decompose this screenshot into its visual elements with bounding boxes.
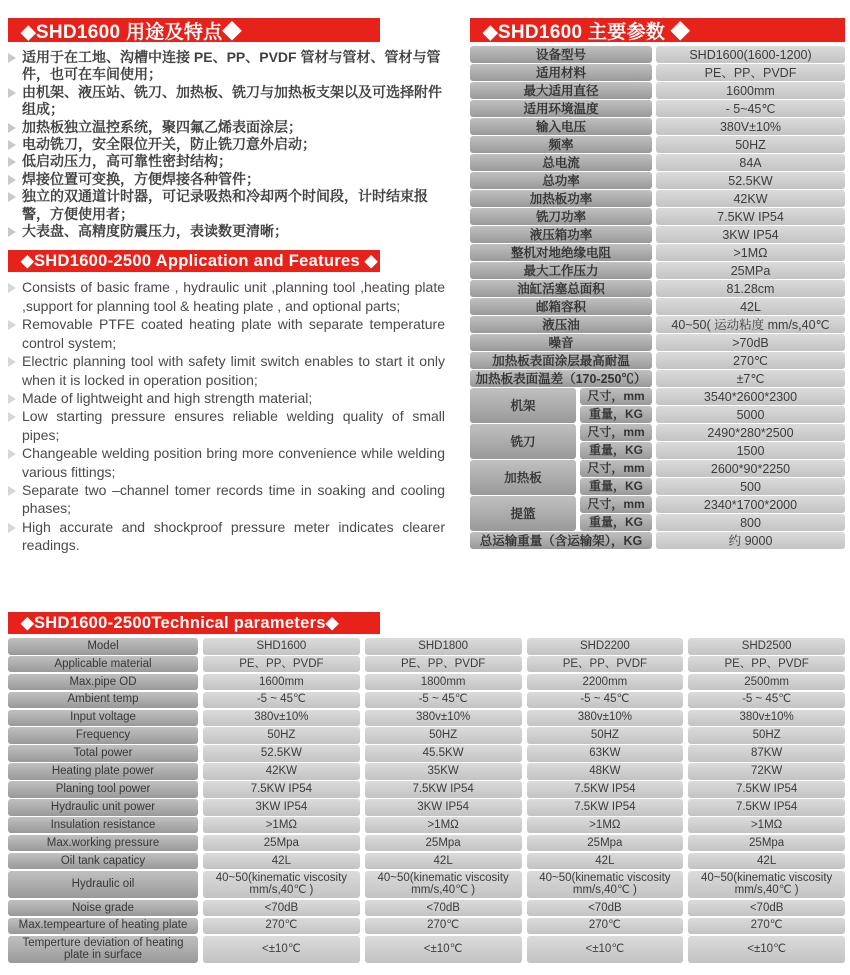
- param-group: [470, 460, 845, 495]
- tech-label: Hydraulic unit power: [8, 799, 198, 816]
- param-row: [470, 118, 845, 135]
- tech-value: 63KW: [527, 745, 684, 762]
- tech-row: [8, 656, 845, 673]
- tech-row: [8, 799, 845, 816]
- feature-item-text: 适用于在工地、沟槽中连接 PE、PP、PVDF 管材与管材、管材与管件，也可在车间使用；: [22, 49, 441, 83]
- param-row: [470, 208, 845, 225]
- tech-row: [8, 936, 845, 964]
- param-label: 液压油: [470, 316, 652, 333]
- param-label: 最大工作压力: [470, 262, 652, 279]
- tech-label: Applicable material: [8, 656, 198, 673]
- param-row: [470, 172, 845, 189]
- group-sub-label: 尺寸，mm: [580, 424, 652, 441]
- tech-value: -5 ~ 45℃: [527, 692, 684, 709]
- tech-value: 45.5KW: [365, 745, 522, 762]
- tech-value: 48KW: [527, 763, 684, 780]
- param-row: [470, 316, 845, 333]
- tech-label: Insulation resistance: [8, 817, 198, 834]
- group-row: [580, 478, 845, 495]
- feature-item-en: [8, 389, 445, 407]
- group-sub-label: 重量，KG: [580, 406, 652, 423]
- tech-row: [8, 692, 845, 709]
- group-sub-label: 尺寸，mm: [580, 496, 652, 513]
- tech-value: 25Mpa: [688, 835, 845, 852]
- feature-item-cn: [8, 84, 445, 119]
- feature-item-en: [8, 407, 445, 444]
- param-value: 84A: [656, 154, 845, 171]
- param-value: 42KW: [656, 190, 845, 207]
- tech-value: 42L: [688, 853, 845, 870]
- feature-item-cn: [8, 153, 445, 170]
- param-value: SHD1600(1600-1200): [656, 46, 845, 63]
- group-row: [580, 514, 845, 531]
- tech-value: SHD1600: [203, 638, 360, 655]
- group-sub-label: 重量，KG: [580, 442, 652, 459]
- param-row: [470, 82, 845, 99]
- group-value: 3540*2600*2300: [656, 388, 845, 405]
- param-value: >1MΩ: [656, 244, 845, 261]
- param-label: 加热板表面涂层最高耐温: [470, 352, 652, 369]
- param-value: 40~50( 运动粘度 mm/s,40℃: [656, 316, 845, 333]
- bullet-triangle-icon: [8, 227, 16, 237]
- feature-item-text: Electric planning tool with safety limit switch enables to start it only when it is locked in operation position;: [22, 353, 445, 388]
- tech-value: -5 ~ 45℃: [203, 692, 360, 709]
- tech-value: 270℃: [203, 918, 360, 935]
- param-row: [470, 154, 845, 171]
- param-row: [470, 280, 845, 297]
- features-en-header: ◆SHD1600-2500 Application and Features ◆: [8, 250, 380, 272]
- bullet-triangle-icon: [8, 394, 16, 404]
- param-row: [470, 298, 845, 315]
- feature-item-text: Made of lightweight and high strength material;: [22, 389, 313, 406]
- param-group: [470, 388, 845, 423]
- tech-value: SHD2200: [527, 638, 684, 655]
- param-label: 适用环境温度: [470, 100, 652, 117]
- tech-value: 52.5KW: [203, 745, 360, 762]
- param-value: 3KW IP54: [656, 226, 845, 243]
- param-row: [470, 190, 845, 207]
- bullet-triangle-icon: [8, 192, 16, 202]
- feature-item-text: 电动铣刀，安全限位开关，防止铣刀意外启动；: [22, 136, 316, 153]
- tech-label: Ambient temp: [8, 692, 198, 709]
- feature-item-text: High accurate and shockproof pressure meter indicates clearer readings.: [22, 518, 445, 554]
- param-row: [470, 370, 845, 387]
- tech-value: 40~50(kinematic viscosity mm/s,40℃ ): [365, 871, 522, 899]
- param-row: [470, 262, 845, 279]
- group-value: 2340*1700*2000: [656, 496, 845, 513]
- group-sub-label: 尺寸，mm: [580, 388, 652, 405]
- feature-item-cn: [8, 49, 445, 84]
- param-label: 总运输重量（含运输架），KG: [470, 532, 652, 549]
- param-row: [470, 46, 845, 63]
- feature-item-en: [8, 352, 445, 389]
- group-sub-label: 尺寸，mm: [580, 460, 652, 477]
- group-row: [580, 442, 845, 459]
- bullet-triangle-icon: [8, 486, 16, 496]
- tech-value: 7.5KW IP54: [527, 781, 684, 798]
- tech-value: 380v±10%: [203, 710, 360, 727]
- tech-value: 2500mm: [688, 674, 845, 691]
- tech-row: [8, 727, 845, 744]
- feature-item-en: [8, 481, 445, 518]
- bullet-triangle-icon: [8, 175, 16, 185]
- main-params-section: [470, 18, 845, 550]
- param-row: [470, 64, 845, 81]
- param-value: >70dB: [656, 334, 845, 351]
- group-value: 1500: [656, 442, 845, 459]
- tech-value: 40~50(kinematic viscosity mm/s,40℃ ): [203, 871, 360, 899]
- tech-value: 1800mm: [365, 674, 522, 691]
- feature-item-cn: [8, 188, 445, 223]
- group-label: 加热板: [470, 460, 576, 495]
- feature-item-cn: [8, 119, 445, 136]
- param-label: 最大适用直径: [470, 82, 652, 99]
- tech-value: 7.5KW IP54: [688, 799, 845, 816]
- param-row: [470, 226, 845, 243]
- bullet-triangle-icon: [8, 357, 16, 367]
- tech-value: 25Mpa: [527, 835, 684, 852]
- group-rows: [580, 460, 845, 495]
- param-value: 270℃: [656, 352, 845, 369]
- tech-value: 72KW: [688, 763, 845, 780]
- param-value: 约 9000: [656, 532, 845, 549]
- tech-value: 50HZ: [365, 727, 522, 744]
- tech-row: [8, 638, 845, 655]
- param-label: 液压箱功率: [470, 226, 652, 243]
- main-params-header: ◆SHD1600 主要参数 ◆: [470, 18, 845, 42]
- tech-label: Hydraulic oil: [8, 871, 198, 899]
- group-value: 2490*280*2500: [656, 424, 845, 441]
- tech-value: 2200mm: [527, 674, 684, 691]
- tech-value: <70dB: [688, 900, 845, 917]
- main-params-groups: [470, 388, 845, 531]
- tech-row: [8, 817, 845, 834]
- tech-value: <70dB: [527, 900, 684, 917]
- bullet-triangle-icon: [8, 140, 16, 150]
- group-label: 铣刀: [470, 424, 576, 459]
- param-label: 适用材料: [470, 64, 652, 81]
- feature-item-en: [8, 278, 445, 315]
- param-row: [470, 100, 845, 117]
- param-group: [470, 496, 845, 531]
- tech-label: Noise grade: [8, 900, 198, 917]
- tech-value: SHD2500: [688, 638, 845, 655]
- tech-label: Input voltage: [8, 710, 198, 727]
- param-value: - 5~45℃: [656, 100, 845, 117]
- features-en-list: [8, 278, 445, 554]
- tech-value: 42L: [365, 853, 522, 870]
- tech-value: 25Mpa: [203, 835, 360, 852]
- tech-value: PE、PP、PVDF: [365, 656, 522, 673]
- tech-value: 7.5KW IP54: [203, 781, 360, 798]
- left-column: [8, 18, 445, 555]
- param-value: 81.28cm: [656, 280, 845, 297]
- tech-value: <±10℃: [203, 936, 360, 964]
- tech-value: <70dB: [365, 900, 522, 917]
- group-rows: [580, 424, 845, 459]
- feature-item-text: 加热板独立温控系统，聚四氟乙烯表面涂层；: [22, 118, 302, 135]
- tech-value: 50HZ: [527, 727, 684, 744]
- group-row: [580, 460, 845, 477]
- tech-value: -5 ~ 45℃: [688, 692, 845, 709]
- feature-item-text: Low starting pressure ensures reliable welding quality of small pipes;: [22, 408, 445, 443]
- param-row: [470, 334, 845, 351]
- tech-row: [8, 763, 845, 780]
- tech-value: 7.5KW IP54: [365, 781, 522, 798]
- features-cn-header: ◆SHD1600 用途及特点◆: [8, 18, 380, 42]
- feature-item-text: 低启动压力，高可靠性密封结构；: [22, 153, 232, 170]
- tech-value: 270℃: [527, 918, 684, 935]
- param-row-total: [470, 532, 845, 549]
- tech-row: [8, 781, 845, 798]
- group-value: 800: [656, 514, 845, 531]
- param-label: 总功率: [470, 172, 652, 189]
- group-value: 5000: [656, 406, 845, 423]
- param-value: 1600mm: [656, 82, 845, 99]
- group-label: 机架: [470, 388, 576, 423]
- bullet-triangle-icon: [8, 123, 16, 133]
- tech-value: 270℃: [688, 918, 845, 935]
- tech-value: <±10℃: [527, 936, 684, 964]
- group-label: 提篮: [470, 496, 576, 531]
- group-sub-label: 重量，KG: [580, 514, 652, 531]
- tech-label: Frequency: [8, 727, 198, 744]
- param-label: 输入电压: [470, 118, 652, 135]
- param-label: 整机对地绝缘电阻: [470, 244, 652, 261]
- tech-label: Total power: [8, 745, 198, 762]
- param-label: 加热板功率: [470, 190, 652, 207]
- main-params-rows: [470, 46, 845, 387]
- bullet-triangle-icon: [8, 449, 16, 459]
- group-row: [580, 406, 845, 423]
- tech-value: 380v±10%: [527, 710, 684, 727]
- group-row: [580, 496, 845, 513]
- param-label: 油缸活塞总面积: [470, 280, 652, 297]
- tech-value: 7.5KW IP54: [688, 781, 845, 798]
- tech-value: 7.5KW IP54: [527, 799, 684, 816]
- feature-item-cn: [8, 171, 445, 188]
- tech-value: >1MΩ: [527, 817, 684, 834]
- feature-item-text: Changeable welding position bring more convenience while welding various fittings;: [22, 445, 445, 480]
- bullet-triangle-icon: [8, 412, 16, 422]
- tech-row: [8, 900, 845, 917]
- param-value: 380V±10%: [656, 118, 845, 135]
- tech-value: -5 ~ 45℃: [365, 692, 522, 709]
- group-value: 2600*90*2250: [656, 460, 845, 477]
- param-label: 铣刀功率: [470, 208, 652, 225]
- group-value: 500: [656, 478, 845, 495]
- tech-label: Max.tempearture of heating plate: [8, 918, 198, 935]
- feature-item-text: 大表盘、高精度防震压力，表读数更清晰；: [22, 223, 288, 240]
- feature-item-en: [8, 518, 445, 555]
- tech-row: [8, 674, 845, 691]
- param-row: [470, 352, 845, 369]
- feature-item-en: [8, 444, 445, 481]
- tech-value: SHD1800: [365, 638, 522, 655]
- group-rows: [580, 388, 845, 423]
- tech-value: 380v±10%: [688, 710, 845, 727]
- tech-label: Max.pipe OD: [8, 674, 198, 691]
- feature-item-text: Removable PTFE coated heating plate with separate temperature control system;: [22, 316, 445, 351]
- param-label: 总电流: [470, 154, 652, 171]
- bullet-triangle-icon: [8, 53, 16, 63]
- group-rows: [580, 496, 845, 531]
- tech-label: Planing tool power: [8, 781, 198, 798]
- tech-label: Max.working pressure: [8, 835, 198, 852]
- tech-value: 380v±10%: [365, 710, 522, 727]
- tech-value: 3KW IP54: [203, 799, 360, 816]
- tech-value: >1MΩ: [365, 817, 522, 834]
- tech-row: [8, 871, 845, 899]
- tech-value: PE、PP、PVDF: [688, 656, 845, 673]
- tech-row: [8, 918, 845, 935]
- param-label: 加热板表面温差（170-250℃）: [470, 370, 652, 387]
- group-sub-label: 重量，KG: [580, 478, 652, 495]
- param-label: 噪音: [470, 334, 652, 351]
- tech-row: [8, 745, 845, 762]
- tech-value: 42L: [527, 853, 684, 870]
- tech-params-section: [8, 612, 845, 965]
- feature-item-text: Consists of basic frame , hydraulic unit ,planning tool ,heating plate ,support for planning tool & heating plate , and optional parts;: [22, 279, 445, 314]
- tech-value: 35KW: [365, 763, 522, 780]
- tech-value: 50HZ: [688, 727, 845, 744]
- bullet-triangle-icon: [8, 88, 16, 98]
- tech-value: 270℃: [365, 918, 522, 935]
- feature-item-cn: [8, 223, 445, 240]
- tech-label: Model: [8, 638, 198, 655]
- param-value: 25MPa: [656, 262, 845, 279]
- group-row: [580, 388, 845, 405]
- param-value: PE、PP、PVDF: [656, 64, 845, 81]
- tech-value: 25Mpa: [365, 835, 522, 852]
- param-group: [470, 424, 845, 459]
- tech-row: [8, 835, 845, 852]
- param-label: 设备型号: [470, 46, 652, 63]
- tech-value: >1MΩ: [203, 817, 360, 834]
- param-label: 频率: [470, 136, 652, 153]
- tech-value: PE、PP、PVDF: [203, 656, 360, 673]
- bullet-triangle-icon: [8, 523, 16, 533]
- tech-row: [8, 710, 845, 727]
- tech-value: 40~50(kinematic viscosity mm/s,40℃ ): [527, 871, 684, 899]
- tech-label: Temperture deviation of heating plate in surface: [8, 936, 198, 964]
- bullet-triangle-icon: [8, 320, 16, 330]
- tech-value: 42L: [203, 853, 360, 870]
- param-value: 7.5KW IP54: [656, 208, 845, 225]
- tech-value: >1MΩ: [688, 817, 845, 834]
- param-value: ±7℃: [656, 370, 845, 387]
- tech-label: Oil tank capaticy: [8, 853, 198, 870]
- tech-value: <±10℃: [688, 936, 845, 964]
- tech-value: 50HZ: [203, 727, 360, 744]
- param-label: 邮箱容积: [470, 298, 652, 315]
- feature-item-text: 焊接位置可变换，方便焊接各种管件；: [22, 170, 260, 187]
- feature-item-text: Separate two –channel tomer records time in soaking and cooling phases;: [22, 481, 445, 517]
- param-row: [470, 244, 845, 261]
- tech-value: 42KW: [203, 763, 360, 780]
- main-params-table: [470, 46, 845, 549]
- tech-params-table: [8, 638, 845, 963]
- bullet-triangle-icon: [8, 283, 16, 293]
- tech-params-header: ◆SHD1600-2500Technical parameters◆: [8, 612, 380, 634]
- tech-value: 87KW: [688, 745, 845, 762]
- feature-item-text: 独立的双通道计时器，可记录吸热和冷却两个时间段，计时结束报警，方便使用者；: [22, 188, 428, 222]
- tech-value: 40~50(kinematic viscosity mm/s,40℃ ): [688, 871, 845, 899]
- tech-value: <±10℃: [365, 936, 522, 964]
- param-value: 42L: [656, 298, 845, 315]
- tech-value: 1600mm: [203, 674, 360, 691]
- feature-item-en: [8, 315, 445, 352]
- param-value: 50HZ: [656, 136, 845, 153]
- tech-value: PE、PP、PVDF: [527, 656, 684, 673]
- tech-row: [8, 853, 845, 870]
- tech-label: Heating plate power: [8, 763, 198, 780]
- param-value: 52.5KW: [656, 172, 845, 189]
- tech-value: <70dB: [203, 900, 360, 917]
- tech-value: 3KW IP54: [365, 799, 522, 816]
- features-cn-list: [8, 49, 445, 240]
- param-row: [470, 136, 845, 153]
- group-row: [580, 424, 845, 441]
- feature-item-cn: [8, 136, 445, 153]
- bullet-triangle-icon: [8, 157, 16, 167]
- feature-item-text: 由机架、液压站、铣刀、加热板、铣刀与加热板支架以及可选择附件组成；: [22, 83, 442, 118]
